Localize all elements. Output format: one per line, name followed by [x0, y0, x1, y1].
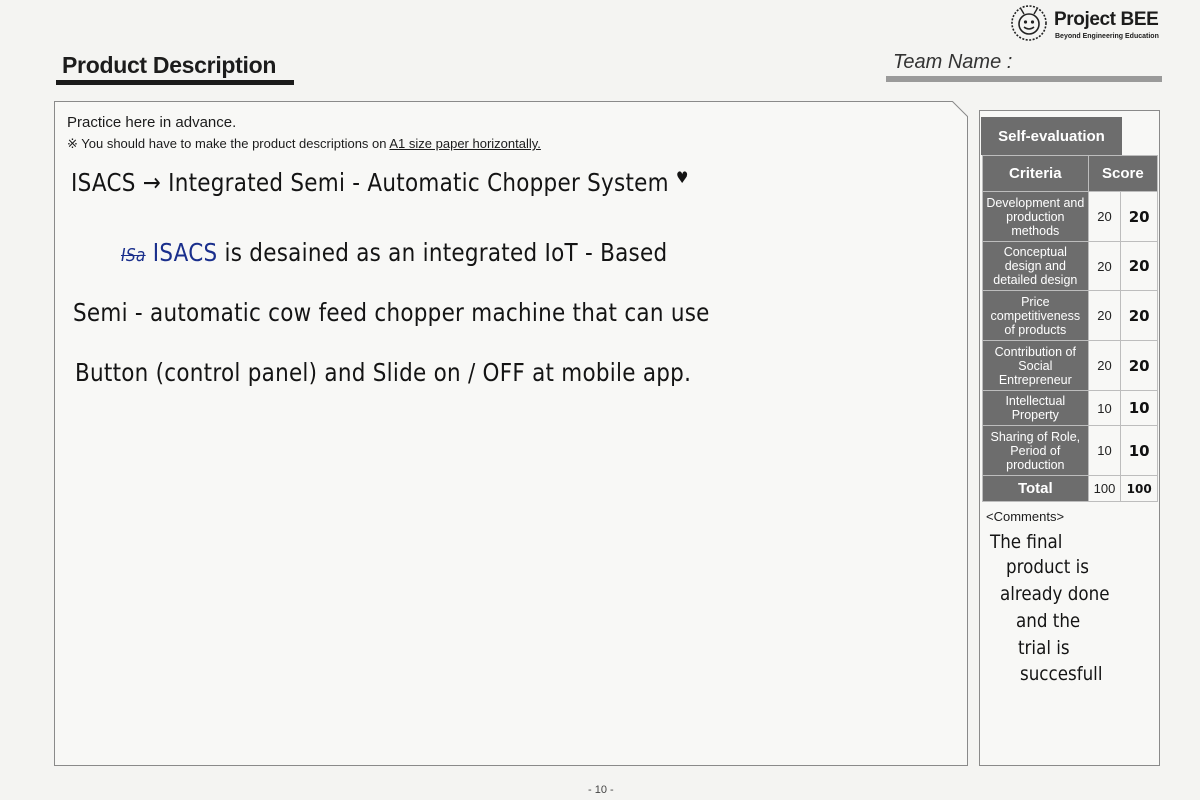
max-score: 10	[1088, 426, 1121, 476]
table-row	[983, 341, 1158, 391]
comment-line: succesfull	[1020, 663, 1103, 685]
handwriting-line-1-text: ISACS → Integrated Semi - Automatic Chopper System	[71, 168, 669, 197]
instruction-line-1: Practice here in advance.	[67, 114, 237, 131]
total-label: Total	[983, 476, 1089, 502]
project-bee-logo	[1010, 4, 1180, 46]
heart-doodle: ♥	[675, 168, 689, 187]
total-max: 100	[1088, 476, 1121, 502]
handwriting-line-3: Semi - automatic cow feed chopper machine that can use	[73, 298, 710, 327]
given-score: 20	[1121, 242, 1158, 291]
logo-title: Project BEE	[1054, 9, 1159, 30]
score-header: Score	[1088, 156, 1157, 192]
handwriting-line-4: Button (control panel) and Slide on / OFF at mobile app.	[75, 358, 692, 387]
page-fold-icon	[952, 101, 968, 117]
criteria-name: Intellectual Property	[983, 391, 1089, 426]
max-score: 20	[1088, 192, 1121, 242]
max-score: 10	[1088, 391, 1121, 426]
logo-subtitle: Beyond Engineering Education	[1055, 33, 1159, 40]
table-row	[983, 242, 1158, 291]
handwriting-blue-acronym: ISACS	[152, 238, 218, 267]
page-number: - 10 -	[588, 784, 614, 796]
table-row	[983, 291, 1158, 341]
total-row	[983, 476, 1158, 502]
handwriting-line-1	[71, 168, 689, 197]
page-title: Product Description	[62, 52, 277, 78]
title-underline	[56, 80, 294, 85]
handwriting-line-2	[121, 238, 667, 267]
self-evaluation-panel	[979, 110, 1160, 766]
criteria-name: Conceptual design and detailed design	[983, 242, 1089, 291]
comment-line: The final	[990, 531, 1063, 553]
given-score: 20	[1121, 291, 1158, 341]
given-score: 10	[1121, 426, 1158, 476]
instruction-prefix: ※ You should have to make the product descriptions on	[67, 136, 390, 151]
table-row	[983, 391, 1158, 426]
instruction-line-2	[67, 136, 541, 152]
comment-line: and the	[1016, 610, 1081, 632]
practice-area	[54, 101, 968, 766]
comment-line: trial is	[1018, 637, 1070, 659]
criteria-name: Development and production methods	[983, 192, 1089, 242]
team-name-label: Team Name :	[893, 51, 1013, 73]
table-row	[983, 192, 1158, 242]
max-score: 20	[1088, 242, 1121, 291]
comments-label: <Comments>	[986, 509, 1065, 524]
table-row	[983, 426, 1158, 476]
given-score: 10	[1121, 391, 1158, 426]
comment-line: already done	[1000, 583, 1110, 605]
given-score: 20	[1121, 341, 1158, 391]
total-score: 100	[1121, 476, 1158, 502]
criteria-name: Sharing of Role, Period of production	[983, 426, 1089, 476]
bee-emblem-icon	[1010, 4, 1048, 42]
instruction-underlined: A1 size paper horizontally.	[389, 136, 541, 151]
max-score: 20	[1088, 341, 1121, 391]
handwriting-line-2-text: is desained as an integrated IoT - Based	[224, 238, 668, 267]
given-score: 20	[1121, 192, 1158, 242]
self-evaluation-title: Self-evaluation	[981, 117, 1122, 155]
criteria-name: Contribution of Social Entrepreneur	[983, 341, 1089, 391]
struck-out-text: ISa	[121, 245, 146, 266]
criteria-name: Price competitiveness of products	[983, 291, 1089, 341]
max-score: 20	[1088, 291, 1121, 341]
criteria-header: Criteria	[983, 156, 1089, 192]
criteria-table	[982, 155, 1158, 502]
team-name-rule	[886, 76, 1162, 82]
comment-line: product is	[1006, 556, 1089, 578]
